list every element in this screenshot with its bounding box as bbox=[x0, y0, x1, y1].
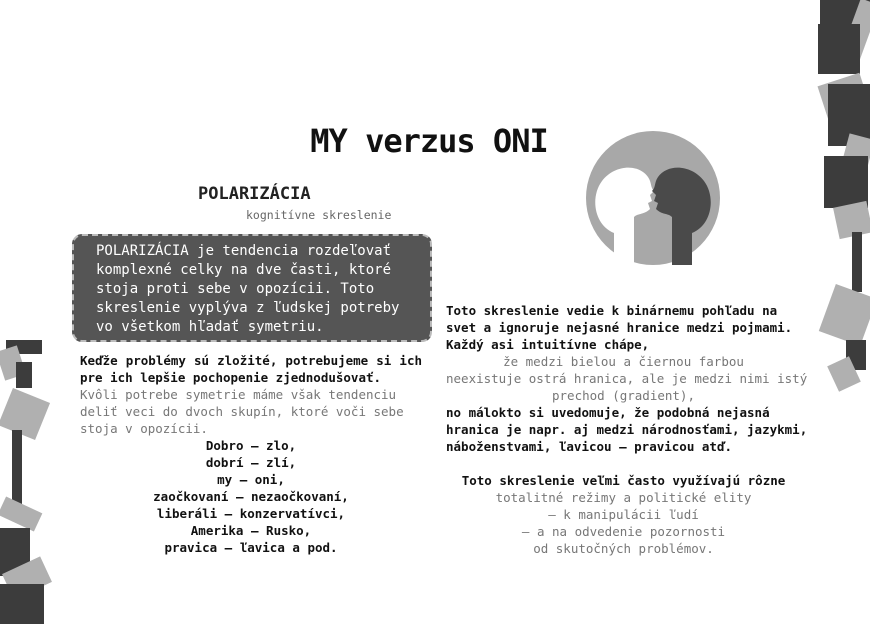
example-item: my – oni, bbox=[217, 472, 285, 487]
right-bold-line: náboženstvami, ľavicou – pravicou atď. bbox=[446, 439, 732, 454]
example-item: pravica – ľavica a pod. bbox=[164, 540, 338, 555]
section-title: POLARIZÁCIA bbox=[198, 184, 311, 204]
examples-list bbox=[80, 437, 422, 556]
right-gray-line: od skutočných problémov. bbox=[533, 541, 714, 556]
right-gray-line: prechod (gradient), bbox=[552, 388, 695, 403]
definition-line: komplexné celky na dve časti, ktoré bbox=[96, 262, 392, 278]
left-gray-line: Kvôli potrebe symetrie máme však tendenciu bbox=[80, 387, 397, 402]
right-bold-line: Každý asi intuitívne chápe, bbox=[446, 337, 650, 352]
example-item: zaočkovaní – nezaočkovaní, bbox=[153, 489, 349, 504]
page-title: MY verzus ONI bbox=[310, 122, 548, 160]
right-bold-line: Toto skreslenie veľmi často využívajú rôzne bbox=[461, 473, 786, 488]
right-gray-line: totalitné režimy a politické elity bbox=[495, 490, 752, 505]
right-gray-line: neexistuje ostrá hranica, ale je medzi nimi istý bbox=[446, 371, 808, 386]
definition-line: POLARIZÁCIA je tendencia rozdeľovať bbox=[96, 243, 392, 259]
left-gray-line: deliť veci do dvoch skupín, ktoré voči sebe bbox=[80, 404, 404, 419]
two-heads-illustration bbox=[584, 131, 722, 265]
definition-line: vo všetkom hľadať symetriu. bbox=[96, 319, 324, 335]
left-gray-line: stoja v opozícii. bbox=[80, 421, 208, 436]
definition-box bbox=[72, 234, 432, 342]
example-item: Dobro – zlo, bbox=[205, 438, 297, 453]
example-item: dobrí – zlí, bbox=[205, 455, 297, 470]
example-item: liberáli – konzervatívci, bbox=[156, 506, 346, 521]
right-bold-line: no málokto si uvedomuje, že podobná nejasná bbox=[446, 405, 770, 420]
definition-line: skreslenie vyplýva z ľudskej potreby bbox=[96, 300, 400, 316]
left-bold-line: pre ich lepšie pochopenie zjednodušovať. bbox=[80, 370, 382, 385]
right-column bbox=[446, 302, 808, 557]
left-column bbox=[80, 352, 422, 556]
section-subtitle: kognitívne skreslenie bbox=[246, 208, 392, 222]
left-bold-line: Keďže problémy sú zložité, potrebujeme si ich bbox=[80, 353, 422, 368]
example-item: Amerika – Rusko, bbox=[190, 523, 312, 538]
definition-line: stoja proti sebe v opozícii. Toto bbox=[96, 281, 375, 297]
right-bold-line: Toto skreslenie vedie k binárnemu pohľadu na bbox=[446, 303, 778, 318]
right-gray-line: že medzi bielou a čiernou farbou bbox=[503, 354, 744, 369]
right-bold-line: svet a ignoruje nejasné hranice medzi pojmami. bbox=[446, 320, 793, 335]
right-bold-line: hranica je napr. aj medzi národnosťami, jazykmi, bbox=[446, 422, 808, 437]
right-gray-line: – a na odvedenie pozornosti bbox=[521, 524, 726, 539]
right-gray-line: – k manipulácii ľudí bbox=[548, 507, 699, 522]
